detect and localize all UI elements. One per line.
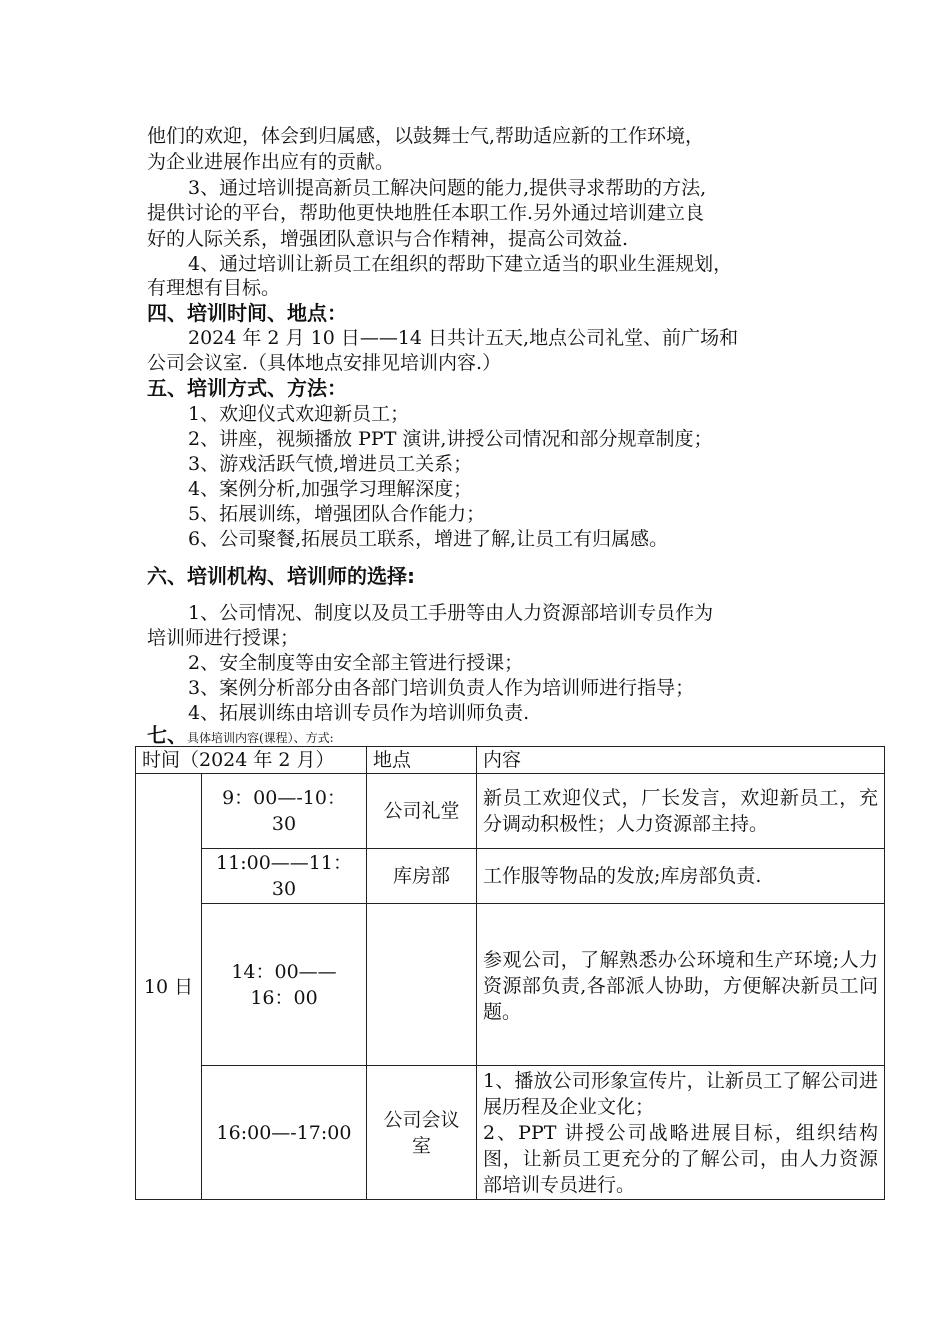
method-item: 2、讲座，视频播放 PPT 演讲,讲授公司情况和部分规章制度； (188, 428, 713, 450)
place-cell: 库房部 (367, 849, 477, 904)
section4-line: 2024 年 2 月 10 日——14 日共计五天,地点公司礼堂、前广场和 (188, 327, 739, 349)
section7-title: 具体培训内容(课程）、方式: (187, 731, 334, 745)
table-row (136, 904, 885, 1066)
paragraph-line: 好的人际关系，增强团队意识与合作精神，提高公司效益. (147, 228, 629, 250)
content-cell: 工作服等物品的发放;库房部负责. (477, 849, 885, 904)
time-cell (202, 904, 367, 1066)
time-text: 11:00——11：30 (216, 852, 352, 900)
section-heading-4: 四、培训时间、地点： (147, 301, 347, 325)
trainer-item: 4、拓展训练由培训专员作为培训师负责. (188, 702, 530, 724)
content-cell: 新员工欢迎仪式，厂长发言，欢迎新员工，充分调动积极性；人力资源部主持。 (477, 774, 885, 849)
table-row (136, 1066, 885, 1200)
content-line: 1、播放公司形象宣传片，让新员工了解公司进展历程及企业文化； (483, 1069, 878, 1118)
trainer-item: 3、案例分析部分由各部门培训负责人作为培训师进行指导； (188, 677, 695, 699)
time-cell (202, 774, 367, 849)
method-item: 1、欢迎仪式欢迎新员工； (188, 403, 410, 425)
paragraph-line: 3、通过培训提高新员工解决问题的能力,提供寻求帮助的方法, (188, 177, 707, 199)
paragraph-line: 4、通过培训让新员工在组织的帮助下建立适当的职业生涯规划， (188, 253, 733, 275)
method-item: 6、公司聚餐,拓展员工联系，增进了解,让员工有归属感。 (188, 528, 669, 550)
table-row (136, 849, 885, 904)
trainer-item: 1、公司情况、制度以及员工手册等由人力资源部培训专员作为 (188, 602, 714, 624)
header-time: 时间（2024 年 2 月） (136, 747, 367, 774)
place-cell (367, 904, 477, 1066)
section7-number: 七、 (147, 723, 187, 747)
paragraph-line: 提供讨论的平台，帮助他更快地胜任本职工作.另外通过培训建立良 (147, 202, 705, 224)
section-heading-6: 六、培训机构、培训师的选择: (147, 564, 415, 588)
method-item: 4、案例分析,加强学习理解深度； (188, 478, 473, 500)
method-item: 3、游戏活跃气愤,增进员工关系； (188, 453, 473, 475)
method-item: 5、拓展训练，增强团队合作能力； (188, 503, 486, 525)
content-cell: 参观公司，了解熟悉办公环境和生产环境;人力资源部负责,各部派人协助，方便解决新员工问题。 (477, 904, 885, 1066)
section-heading-5: 五、培训方式、方法： (147, 376, 347, 400)
content-line: 2、PPT 讲授公司战略进展目标，组织结构图，让新员工更充分的了解公司，由人力资源部培训专员进行。 (483, 1121, 878, 1196)
section4-line: 公司会议室.（具体地点安排见培训内容.） (147, 352, 502, 374)
schedule-table (135, 746, 885, 1200)
trainer-item: 2、安全制度等由安全部主管进行授课； (188, 652, 524, 674)
table-header-row (136, 747, 885, 774)
paragraph-line: 有理想有目标。 (147, 277, 281, 299)
time-text: 14：00——16：00 (231, 960, 337, 1009)
place-cell (367, 1066, 477, 1200)
header-content: 内容 (477, 747, 885, 774)
content-cell (477, 1066, 885, 1200)
table-row (136, 774, 885, 849)
time-text: 9：00—-10：30 (222, 787, 346, 835)
time-cell (202, 849, 367, 904)
time-cell: 16:00—-17:00 (202, 1066, 367, 1200)
day-cell: 10 日 (136, 774, 202, 1200)
place-cell: 公司礼堂 (367, 774, 477, 849)
header-place: 地点 (367, 747, 477, 774)
paragraph-line: 为企业进展作出应有的贡献。 (147, 151, 395, 173)
trainer-item: 培训师进行授课； (147, 627, 300, 649)
place-text: 公司会议室 (383, 1108, 460, 1157)
paragraph-line: 他们的欢迎，体会到归属感，以鼓舞士气,帮助适应新的工作环境， (147, 125, 705, 147)
